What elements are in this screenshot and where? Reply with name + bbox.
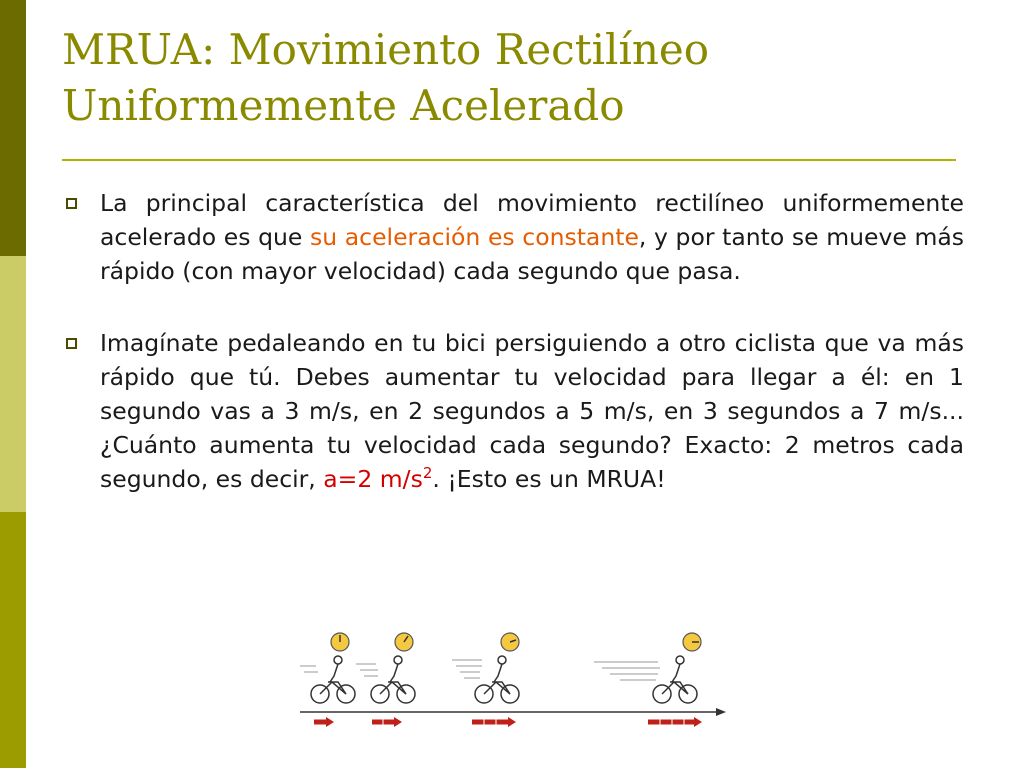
bullet-highlight: su aceleración es constante — [310, 223, 639, 251]
cyclist-4 — [594, 633, 702, 727]
bullet-item-example — [62, 326, 964, 496]
cyclist-1 — [300, 633, 355, 727]
bullet-item-characteristic — [62, 186, 964, 288]
cyclists-accelerating-illustration — [296, 630, 730, 748]
cyclist-2 — [356, 633, 415, 727]
sidebar-segment-bottom — [0, 512, 26, 768]
slide-title-line-1: MRUA: Movimiento Rectilíneo — [62, 25, 710, 74]
title-divider — [62, 159, 956, 161]
slide-title-line-2: Uniformemente Acelerado — [62, 81, 625, 130]
slide-title — [62, 22, 962, 134]
bullet-text: La principal característica del movimiento rectilíneo uniformemente acelerado es que — [100, 189, 964, 251]
bullet-text: Imagínate pedaleando en tu bici persiguiendo a otro ciclista que va más rápido que tú. Debes aumentar tu velocidad para llegar a él: en 1 segundo vas a 3 m/s, en 2 segundos a 5 m/s, en 3 segundos a 7 m/s... ¿Cuánto aumenta tu velocidad cada segundo? Exacto: 2 metros cada segundo, es decir, — [100, 329, 964, 493]
sidebar-segment-top — [0, 0, 26, 256]
bullet-highlight — [323, 465, 432, 493]
bullet-square-icon — [66, 198, 77, 209]
bullet-text: . ¡Esto es un MRUA! — [432, 465, 666, 493]
ground-arrowhead — [716, 708, 726, 716]
bullet-text: , y por tanto se mueve más rápido (con mayor velocidad) cada segundo que pasa. — [100, 223, 964, 285]
bullet-square-icon — [66, 338, 77, 349]
bullet-list — [62, 186, 964, 496]
acceleration-value: a=2 m/s — [323, 465, 423, 493]
sidebar-decoration — [0, 0, 26, 768]
cyclist-3 — [452, 633, 519, 727]
sidebar-segment-middle — [0, 256, 26, 512]
acceleration-exponent: 2 — [422, 464, 433, 483]
